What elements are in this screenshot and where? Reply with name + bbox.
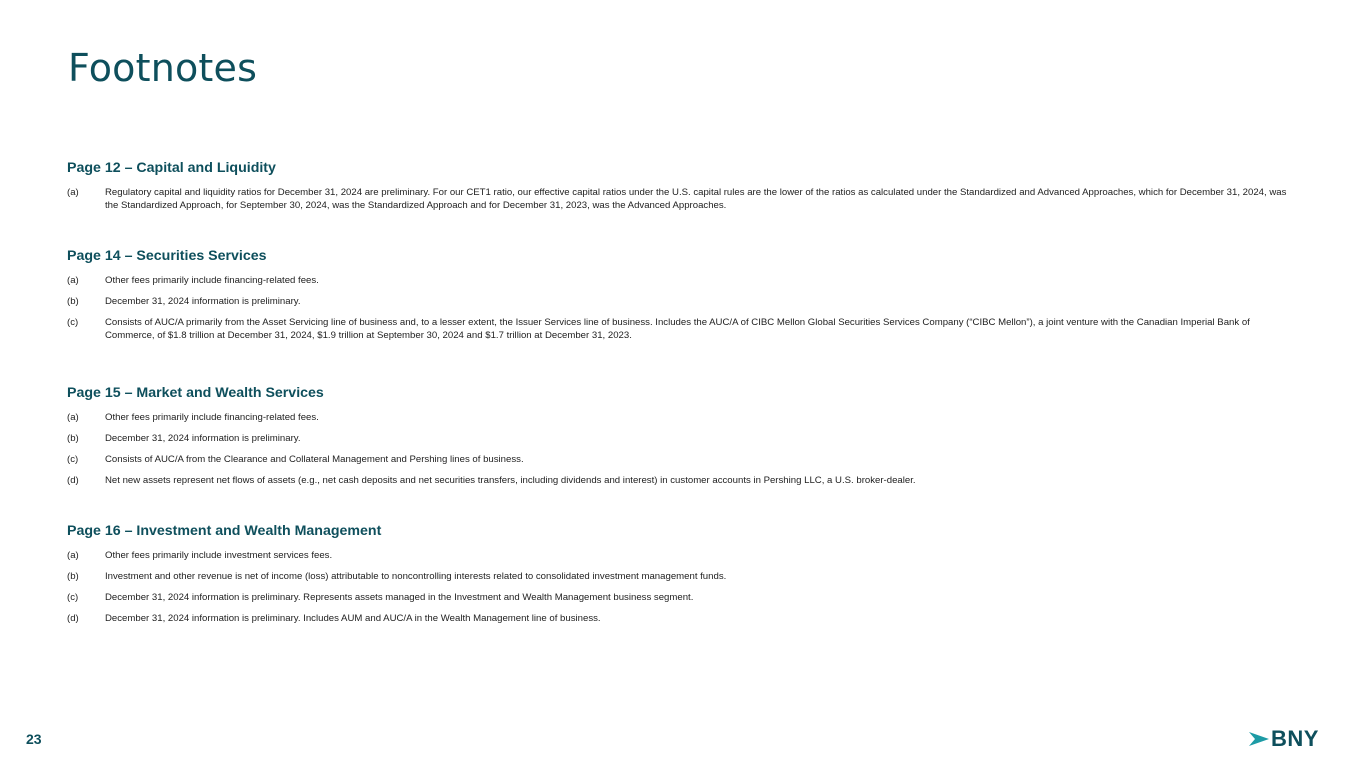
footnote-item [67, 453, 1297, 466]
footnote-marker: (d) [67, 475, 79, 486]
section-heading: Page 12 – Capital and Liquidity [67, 160, 276, 176]
section-heading: Page 16 – Investment and Wealth Management [67, 523, 382, 539]
footnote-text: Investment and other revenue is net of income (loss) attributable to noncontrolling interests related to consolidated investment management funds. [105, 571, 727, 582]
company-logo [1249, 726, 1319, 752]
footnote-marker: (a) [67, 412, 79, 423]
footnote-item [67, 186, 1297, 212]
footnote-marker: (c) [67, 317, 79, 328]
footnote-marker: (a) [67, 550, 79, 561]
footnote-text: Other fees primarily include investment services fees. [105, 550, 333, 561]
footnote-marker: (b) [67, 571, 79, 582]
section-investment-wealth-management [67, 523, 1297, 633]
section-capital-liquidity [67, 160, 1297, 220]
footnote-text: Consists of AUC/A from the Clearance and Collateral Management and Pershing lines of business. [105, 454, 524, 465]
footnote-marker: (d) [67, 613, 79, 624]
footnote-item [67, 316, 1297, 342]
section-securities-services [67, 248, 1297, 350]
footnote-marker: (a) [67, 275, 79, 286]
section-heading: Page 14 – Securities Services [67, 248, 267, 264]
footnote-text: December 31, 2024 information is preliminary. Includes AUM and AUC/A in the Wealth Management line of business. [105, 613, 601, 624]
footnote-item [67, 612, 1297, 625]
footnote-text: December 31, 2024 information is preliminary. [105, 296, 301, 307]
footnote-marker: (c) [67, 592, 79, 603]
arrow-chevron-icon [1249, 731, 1269, 747]
footnote-item [67, 411, 1297, 424]
footnote-item [67, 591, 1297, 604]
footnote-item [67, 274, 1297, 287]
footnote-text: December 31, 2024 information is preliminary. [105, 433, 301, 444]
page-title: Footnotes [68, 46, 258, 90]
footnote-marker: (c) [67, 454, 79, 465]
footnote-text: Net new assets represent net flows of assets (e.g., net cash deposits and net securities transfers, including dividends and interest) in customer accounts in Pershing LLC, a U.S. broker-dealer. [105, 475, 916, 486]
footnote-marker: (a) [67, 187, 79, 198]
footnote-text: Other fees primarily include financing-related fees. [105, 275, 319, 286]
logo-wordmark: BNY [1271, 726, 1319, 751]
footnote-marker: (b) [67, 433, 79, 444]
section-heading: Page 15 – Market and Wealth Services [67, 385, 324, 401]
footnote-text: Consists of AUC/A primarily from the Asset Servicing line of business and, to a lesser extent, the Issuer Services line of business. Includes the AUC/A of CIBC Mellon Global Securities Services Company (“CIBC Mellon”), a joint venture with the Canadian Imperial Bank of Commerce, of $1.8 trillion at December 31, 2024, $1.9 trillion at September 30, 2024 and $1.7 trillion at December 31, 2023. [105, 317, 1250, 341]
footnote-marker: (b) [67, 296, 79, 307]
footnote-text: Regulatory capital and liquidity ratios for December 31, 2024 are preliminary. For our CET1 ratio, our effective capital ratios under the U.S. capital rules are the lower of the ratios as calculated under the Standardized and Advanced Approaches, which for December 31, 2024, was the Standardized Approach, for September 30, 2024, was the Standardized Approach and for December 31, 2023, was the Advanced Approaches. [105, 187, 1287, 211]
page-number: 23 [26, 731, 42, 747]
footnote-text: Other fees primarily include financing-related fees. [105, 412, 319, 423]
footnote-text: December 31, 2024 information is preliminary. Represents assets managed in the Investment and Wealth Management business segment. [105, 592, 694, 603]
footnote-item [67, 474, 1297, 487]
footnote-item [67, 295, 1297, 308]
section-market-wealth-services [67, 385, 1297, 495]
footnote-item [67, 549, 1297, 562]
footnote-item [67, 570, 1297, 583]
footnote-item [67, 432, 1297, 445]
